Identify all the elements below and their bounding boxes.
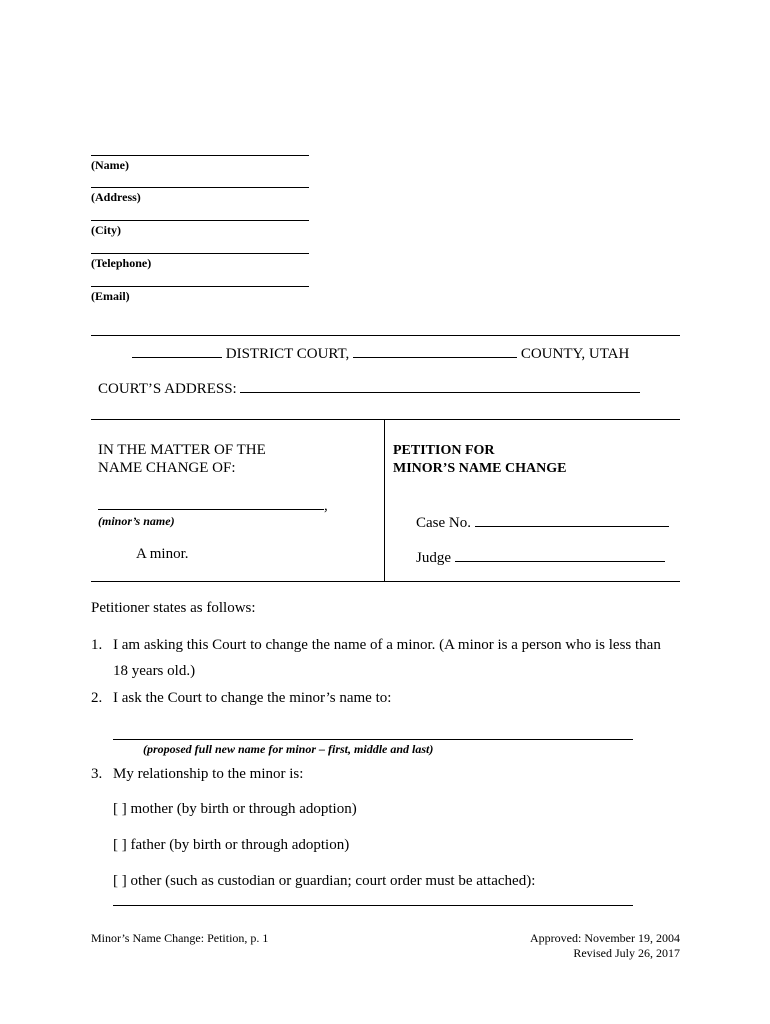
address-field-label: (Address) <box>91 190 141 204</box>
address-line[interactable] <box>91 187 309 188</box>
city-field-label: (City) <box>91 223 121 237</box>
name-line[interactable] <box>91 155 309 156</box>
court-top-rule <box>91 335 680 336</box>
judge-blank[interactable] <box>455 549 665 562</box>
case-no-row <box>416 514 669 532</box>
petition-title-line-2: MINOR’S NAME CHANGE <box>393 461 567 476</box>
item-1-number: 1. <box>91 637 103 653</box>
other-relationship-line[interactable] <box>113 905 633 906</box>
judge-label: Judge <box>416 550 451 566</box>
court-address-row <box>98 380 640 398</box>
caption-divider <box>384 419 385 581</box>
court-address-blank[interactable] <box>240 380 640 393</box>
item-2-text: I ask the Court to change the minor’s name to: <box>113 690 392 706</box>
item-1-line-2: 18 years old.) <box>113 663 196 679</box>
county-blank[interactable] <box>353 345 517 358</box>
city-line[interactable] <box>91 220 309 221</box>
proposed-name-line[interactable] <box>113 739 633 740</box>
footer-approved: Approved: November 19, 2004 <box>530 931 680 945</box>
petitioner-intro: Petitioner states as follows: <box>91 600 256 616</box>
proposed-name-label: (proposed full new name for minor – first, middle and last) <box>143 742 434 756</box>
petition-title-line-1: PETITION FOR <box>393 443 495 458</box>
footer-revised: Revised July 26, 2017 <box>573 946 680 960</box>
matter-line-2: NAME CHANGE OF: <box>98 460 236 476</box>
footer-page-label: Minor’s Name Change: Petition, p. 1 <box>91 931 269 945</box>
option-other-label: other (such as custodian or guardian; court order must be attached): <box>130 873 536 889</box>
option-father <box>113 837 349 854</box>
case-no-blank[interactable] <box>475 514 669 527</box>
matter-line-1: IN THE MATTER OF THE <box>98 442 266 458</box>
item-1-line-1: I am asking this Court to change the name of a minor. (A minor is a person who is less than <box>113 637 661 653</box>
caption-bottom-rule <box>91 581 680 582</box>
option-mother <box>113 801 357 818</box>
telephone-field-label: (Telephone) <box>91 256 152 270</box>
option-other <box>113 873 535 890</box>
option-father-label: father (by birth or through adoption) <box>130 837 350 853</box>
option-mother-label: mother (by birth or through adoption) <box>130 801 357 817</box>
item-3-text: My relationship to the minor is: <box>113 766 304 782</box>
telephone-line[interactable] <box>91 253 309 254</box>
minor-name-blank[interactable] <box>98 497 324 510</box>
name-field-label: (Name) <box>91 158 129 172</box>
court-line <box>132 345 629 363</box>
court-address-label: COURT’S ADDRESS: <box>98 381 237 397</box>
option-father-checkbox[interactable]: [ ] <box>113 837 127 853</box>
option-other-checkbox[interactable]: [ ] <box>113 873 127 889</box>
case-no-label: Case No. <box>416 515 471 531</box>
item-2-number: 2. <box>91 690 103 706</box>
email-field-label: (Email) <box>91 289 130 303</box>
district-court-label: DISTRICT COURT, <box>225 346 350 362</box>
minor-name-label: (minor’s name) <box>98 514 175 528</box>
county-utah-label: COUNTY, UTAH <box>520 346 630 362</box>
judge-row <box>416 549 665 567</box>
item-3-number: 3. <box>91 766 103 782</box>
a-minor-text: A minor. <box>136 546 189 562</box>
minor-name-row <box>98 497 328 515</box>
caption-top-rule <box>91 419 680 420</box>
option-mother-checkbox[interactable]: [ ] <box>113 801 127 817</box>
email-line[interactable] <box>91 286 309 287</box>
district-blank[interactable] <box>132 345 222 358</box>
minor-name-comma: , <box>324 498 328 514</box>
